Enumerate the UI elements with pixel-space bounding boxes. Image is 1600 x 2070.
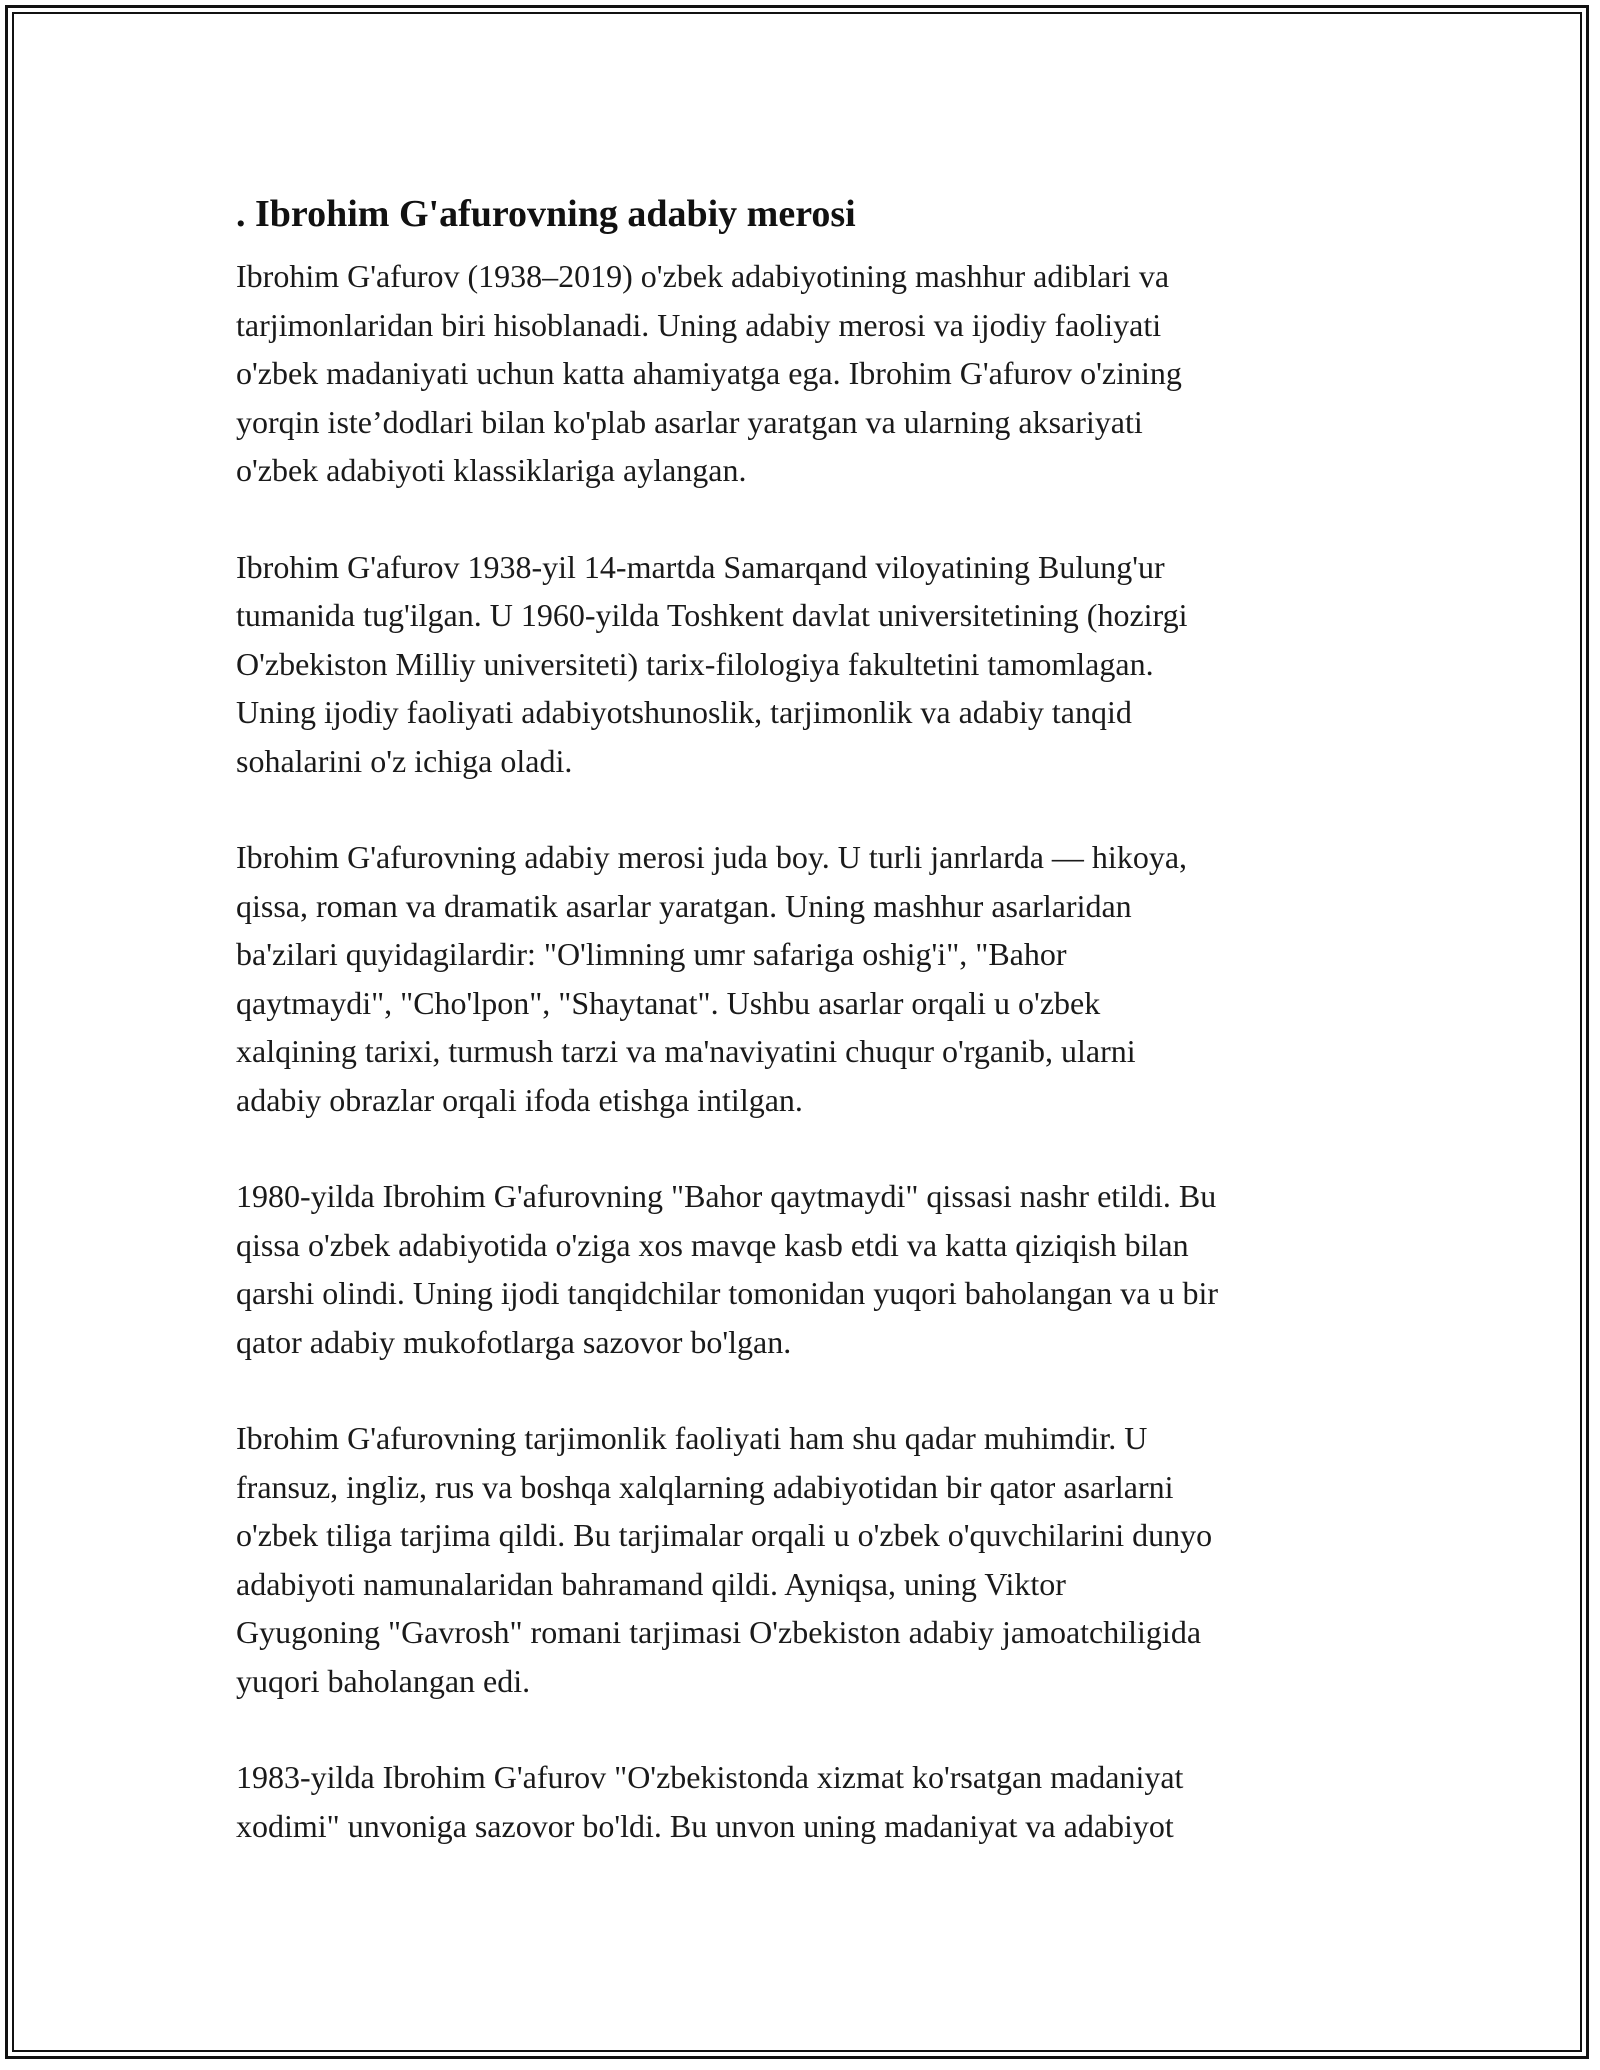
paragraph-4: 1980-yilda Ibrohim G'afurovning "Bahor qaytmaydi" qissasi nashr etildi. Bu qissa o'zbek adabiyotida o'ziga xos mavqe kasb etdi va katta qiziqish bilan qarshi olindi. Uning ijodi tanqidchilar tomonidan yuqori baholangan va u bir qator adabiy mukofotlarga sazovor bo'lgan. xyxy=(236,1178,1219,1360)
document-title: . Ibrohim G'afurovning adabiy merosi xyxy=(236,193,856,235)
paragraph-1: Ibrohim G'afurov (1938–2019) o'zbek adabiyotining mashhur adiblari va tarjimonlaridan biri hisoblanadi. Uning adabiy merosi va ijodiy faoliyati o'zbek madaniyati uchun katta ahamiyatga ega. Ibrohim G'afurov o'zining yorqin iste’dodlari bilan ko'plab asarlar yaratgan va ularning aksariyati o'zbek adabiyoti klassiklariga aylangan. xyxy=(236,258,1182,488)
document-body xyxy=(236,186,1396,1850)
paragraph-3: Ibrohim G'afurovning adabiy merosi juda boy. U turli janrlarda — hikoya, qissa, roman va dramatik asarlar yaratgan. Uning mashhur asarlaridan ba'zilari quyidagilardir: "O'limning umr safariga oshig'i", "Bahor qaytmaydi", "Cho'lpon", "Shaytanat". Ushbu asarlar orqali u o'zbek xalqining tarixi, turmush tarzi va ma'naviyatini chuqur o'rganib, ularni adabiy obrazlar orqali ifoda etishga intilgan. xyxy=(236,839,1188,1118)
paragraph-5: Ibrohim G'afurovning tarjimonlik faoliyati ham shu qadar muhimdir. U fransuz, ingliz, rus va boshqa xalqlarning adabiyotidan bir qator asarlarni o'zbek tiliga tarjima qildi. Bu tarjimalar orqali u o'zbek o'quvchilarini dunyo adabiyoti namunalaridan bahramand qildi. Ayniqsa, uning Viktor Gyugoning "Gavrosh" romani tarjimasi O'zbekiston adabiy jamoatchiligida yuqori baholangan edi. xyxy=(236,1420,1213,1699)
paragraph-6: 1983-yilda Ibrohim G'afurov "O'zbekistonda xizmat ko'rsatgan madaniyat xodimi" unvoniga sazovor bo'ldi. Bu unvon uning madaniyat va adabiyot xyxy=(236,1759,1184,1844)
paragraph-2: Ibrohim G'afurov 1938-yil 14-martda Samarqand viloyatining Bulung'ur tumanida tug'ilgan. U 1960-yilda Toshkent davlat universitetining (hozirgi O'zbekiston Milliy universiteti) tarix-filologiya fakultetini tamomlagan. Uning ijodiy faoliyati adabiyotshunoslik, tarjimonlik va adabiy tanqid sohalarini o'z ichiga oladi. xyxy=(236,548,1188,779)
